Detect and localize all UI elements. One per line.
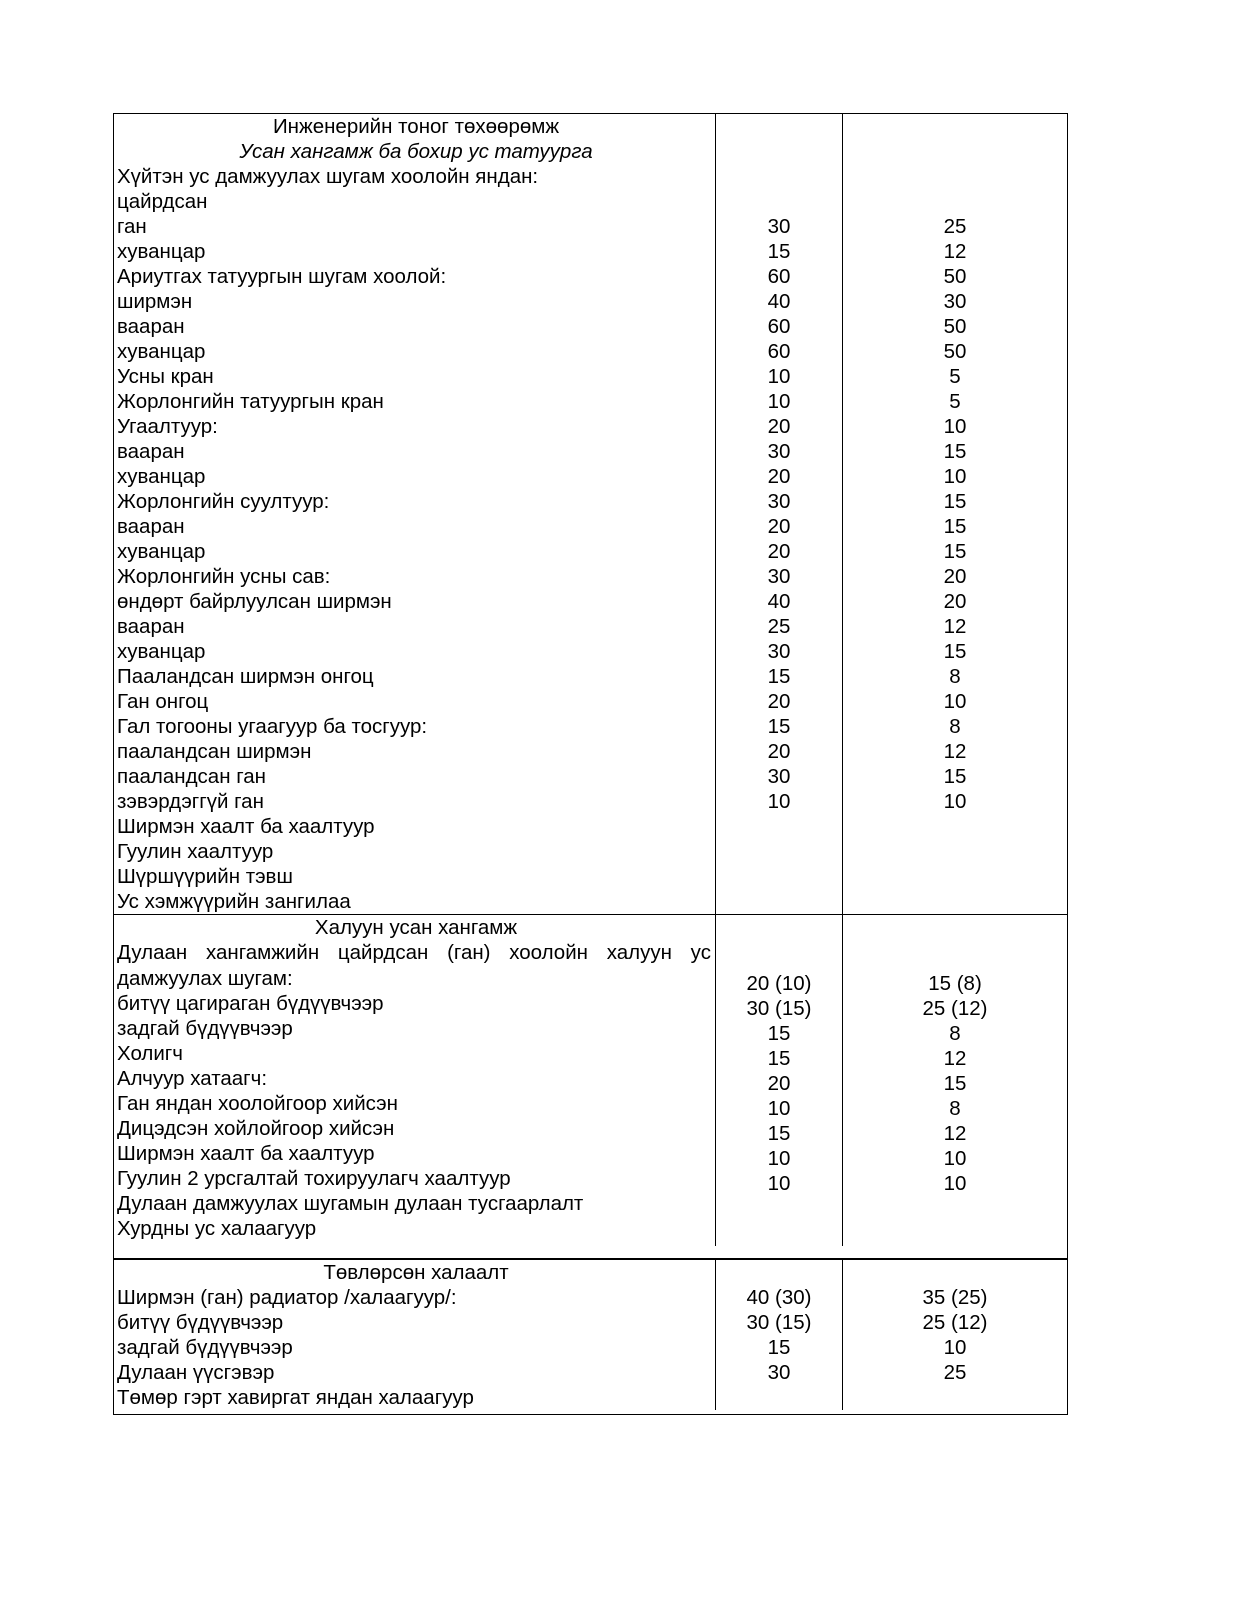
row-value-col1: 30 (15) (746, 997, 812, 1020)
row-label: Паалaндсан ширмэн онгоц (117, 665, 374, 688)
row-label: вааран (117, 440, 185, 463)
row-value-col1: 20 (767, 1072, 791, 1095)
row-value-col2: 35 (25) (922, 1286, 988, 1309)
row-value-col2: 8 (949, 665, 961, 688)
row-label: битүү цагираган бүдүүвчээр (117, 992, 384, 1015)
row-label: Жорлонгийн суултуур: (117, 490, 330, 513)
row-label: Ус хэмжүүрийн зангилаа (117, 890, 351, 913)
row-value-col1: 40 (30) (746, 1286, 812, 1309)
row-value-col1: 20 (767, 690, 791, 713)
row-label: өндөрт байрлуулсан ширмэн (117, 590, 392, 613)
row-label: ваарaн (117, 315, 185, 338)
row-label: Дулаан дамжуулах шугамын дулаан тусгаарлалт (117, 1192, 584, 1215)
row-value-col1: 15 (767, 665, 791, 688)
section1-labels (114, 114, 716, 914)
row-label: зэвэрдэггүй ган (117, 790, 264, 813)
row-value-col1: 60 (767, 315, 791, 338)
row-value-col2 (843, 189, 1067, 214)
row-value-col1: 10 (767, 390, 791, 413)
row-label: Дицэдсэн хойлойгоор хийсэн (117, 1117, 395, 1140)
row-value-col1: 60 (767, 265, 791, 288)
row-value-col2: 10 (943, 415, 967, 438)
row-label: Гуулин 2 урсгалтай тохируулагч хаалтуур (117, 1167, 511, 1190)
row-value-col2 (843, 1196, 1067, 1221)
row-value-col2: 8 (949, 1097, 961, 1120)
row-label: Ширмэн (ган) радиатор /халаагуур/: (117, 1286, 457, 1309)
section1-col2 (843, 114, 1067, 914)
row-value-col2: 12 (943, 1122, 967, 1145)
row-value-col2: 25 (12) (922, 997, 988, 1020)
row-label: Шүршүүрийн тэвш (117, 865, 293, 888)
row-value-col2: 12 (943, 1047, 967, 1070)
row-value-col2: 15 (943, 540, 967, 563)
row-value-col1: 15 (767, 240, 791, 263)
row-label: вааран (117, 615, 185, 638)
section2-labels (114, 915, 716, 1246)
row-label: Хүйтэн ус дамжуулах шугам хоолойн яндан: (117, 165, 539, 188)
row-value-col1: 60 (767, 340, 791, 363)
row-label: хуванцар (117, 465, 206, 488)
row-value-col2: 15 (943, 765, 967, 788)
row-label: хуванцар (117, 640, 206, 663)
section2-col2 (843, 915, 1067, 1246)
row-label: Ган онгоц (117, 690, 209, 713)
row-value-col2 (843, 889, 1067, 914)
row-label: хуванцар (117, 340, 206, 363)
row-value-col2: 10 (943, 690, 967, 713)
row-value-col2 (843, 839, 1067, 864)
row-value-col1: 20 (767, 515, 791, 538)
row-label: Алчуур хатаагч: (117, 1067, 268, 1090)
row-value-col1: 30 (767, 765, 791, 788)
section2-title: Халуун усан хангамж (314, 916, 518, 939)
row-label: Ширмэн хаалт ба хаалтуур (117, 1142, 375, 1165)
row-value-col2: 15 (943, 640, 967, 663)
section2-col1 (716, 915, 843, 1246)
section1-col1 (716, 114, 843, 914)
row-label: дамжуулах шугам: (117, 967, 293, 990)
row-label: вааран (117, 515, 185, 538)
row-value-col1: 30 (767, 490, 791, 513)
row-label: Гал тогооны угаагуур ба тосгуур: (117, 715, 428, 738)
intro-word: хангамжийн (205, 941, 320, 964)
row-label: Холигч (117, 1042, 183, 1065)
row-value-col1: 10 (767, 365, 791, 388)
intro-word: цайрдсан (337, 941, 429, 964)
row-value-col2: 15 (943, 440, 967, 463)
row-value-col1: 30 (767, 440, 791, 463)
row-value-col2: 25 (943, 1361, 967, 1384)
row-value-col2: 12 (943, 615, 967, 638)
section1-title: Инженерийн тоног төхөөрөмж (272, 115, 560, 138)
section-hot-water (114, 914, 1067, 1258)
row-value-col2 (843, 1385, 1067, 1410)
row-value-col1: 40 (767, 590, 791, 613)
row-value-col2: 15 (8) (928, 972, 982, 995)
row-value-col2: 5 (949, 365, 961, 388)
row-value-col1: 15 (767, 715, 791, 738)
row-value-col2: 50 (943, 315, 967, 338)
row-label: цайрдсан (117, 190, 208, 213)
section2-intro (117, 940, 715, 966)
row-label: Ариутгах татуургын шугам хоолой: (117, 265, 447, 288)
row-label: Жорлонгийн татуургын кран (117, 390, 384, 413)
row-value-col1: 30 (767, 565, 791, 588)
section3-labels (114, 1260, 716, 1410)
row-value-col2: 10 (943, 1336, 967, 1359)
intro-word: ус (690, 941, 711, 964)
row-value-col2: 50 (943, 265, 967, 288)
row-value-col1: 15 (767, 1022, 791, 1045)
section3-col2 (843, 1260, 1067, 1410)
intro-word: (ган) (447, 941, 491, 964)
row-value-col1 (716, 164, 842, 189)
row-label: задгай бүдүүвчээр (117, 1017, 293, 1040)
row-value-col1: 10 (767, 1172, 791, 1195)
row-label: битүү бүдүүвчээр (117, 1311, 284, 1334)
row-label: ширмэн (117, 290, 193, 313)
row-value-col1: 10 (767, 1147, 791, 1170)
row-value-col1 (716, 889, 842, 914)
row-label: паалaндсан ширмэн (117, 740, 312, 763)
section-central-heating (114, 1258, 1067, 1414)
row-value-col1 (716, 864, 842, 889)
row-value-col1 (716, 839, 842, 864)
section3-col1 (716, 1260, 843, 1410)
section3-title: Төвлөрсөн халаалт (323, 1261, 509, 1284)
row-label: Угаалтуур: (117, 415, 218, 438)
row-value-col2: 20 (943, 590, 967, 613)
intro-word: Дулаан (117, 941, 188, 964)
row-value-col1: 25 (767, 615, 791, 638)
row-value-col1: 30 (15) (746, 1311, 812, 1334)
row-value-col1: 20 (767, 465, 791, 488)
row-value-col1 (716, 1385, 842, 1410)
row-label: паалaндсан ган (117, 765, 266, 788)
row-value-col2 (843, 164, 1067, 189)
row-value-col1 (716, 1196, 842, 1221)
row-value-col2 (843, 1221, 1067, 1246)
row-value-col2 (843, 814, 1067, 839)
row-label: Ган яндан хоолойгоор хийсэн (117, 1092, 398, 1115)
row-value-col2: 15 (943, 490, 967, 513)
row-value-col2: 30 (943, 290, 967, 313)
row-value-col2: 50 (943, 340, 967, 363)
row-value-col2: 20 (943, 565, 967, 588)
row-value-col2 (843, 864, 1067, 889)
row-label: Дулаан үүсгэвэр (117, 1361, 275, 1384)
row-value-col1: 20 (767, 540, 791, 563)
row-value-col2: 25 (12) (922, 1311, 988, 1334)
row-label: хуванцар (117, 540, 206, 563)
row-label: Ширмэн хаалт ба хаалтуур (117, 815, 375, 838)
row-value-col1: 10 (767, 1097, 791, 1120)
row-value-col2: 15 (943, 515, 967, 538)
row-value-col2: 8 (949, 715, 961, 738)
row-value-col1: 30 (767, 1361, 791, 1384)
intro-word: хоолойн (509, 941, 588, 964)
depreciation-table (113, 113, 1068, 1415)
row-value-col1: 15 (767, 1336, 791, 1359)
row-value-col1: 30 (767, 640, 791, 663)
row-label: хуванцар (117, 240, 206, 263)
row-value-col1 (716, 1221, 842, 1246)
row-value-col1: 20 (767, 415, 791, 438)
row-value-col1: 30 (767, 215, 791, 238)
row-value-col1: 20 (767, 740, 791, 763)
row-label: задгай бүдүүвчээр (117, 1336, 293, 1359)
row-value-col2: 25 (943, 215, 967, 238)
row-value-col1 (716, 189, 842, 214)
section-water-supply (114, 114, 1067, 914)
row-label: Хурдны ус халаагуур (117, 1217, 317, 1240)
row-label: Төмөр гэрт хавиргат яндан халаагуур (117, 1386, 474, 1409)
row-value-col2: 5 (949, 390, 961, 413)
row-label: Жорлонгийн усны сав: (117, 565, 331, 588)
row-value-col1: 10 (767, 790, 791, 813)
row-label: Гуулин хаалтуур (117, 840, 274, 863)
row-value-col1: 40 (767, 290, 791, 313)
row-value-col2: 8 (949, 1022, 961, 1045)
row-value-col1 (716, 814, 842, 839)
row-value-col2: 10 (943, 790, 967, 813)
row-value-col2: 15 (943, 1072, 967, 1095)
row-label: ган (117, 215, 147, 238)
row-value-col2: 10 (943, 465, 967, 488)
row-value-col1: 15 (767, 1047, 791, 1070)
row-value-col2: 12 (943, 240, 967, 263)
row-value-col1: 15 (767, 1122, 791, 1145)
section1-subtitle: Усан хангамж ба бохир ус татуурга (239, 140, 593, 163)
row-value-col2: 12 (943, 740, 967, 763)
row-value-col2: 10 (943, 1147, 967, 1170)
row-value-col1: 20 (10) (746, 972, 812, 995)
intro-word: халуун (606, 941, 672, 964)
row-label: Усны кран (117, 365, 214, 388)
row-value-col2: 10 (943, 1172, 967, 1195)
